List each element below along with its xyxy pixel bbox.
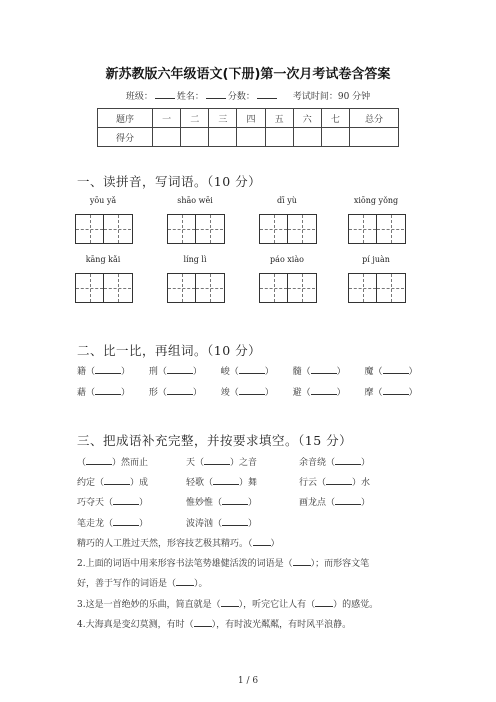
answer-blank[interactable] — [213, 475, 239, 485]
answer-blank[interactable] — [113, 495, 139, 505]
compare-char: 竣 — [220, 388, 230, 398]
answer-blank[interactable] — [176, 576, 194, 586]
idiom-text: 笔走龙（ — [77, 519, 114, 529]
exam-info-line — [0, 89, 496, 102]
question-3 — [77, 597, 378, 610]
pinyin-label: líng lì — [183, 255, 207, 264]
score-header-row — [98, 109, 399, 128]
question-text: ），听完它让人有（ — [238, 600, 316, 610]
idiom-text: 约定（ — [77, 478, 105, 488]
score-header-cell: 一 — [153, 109, 181, 128]
compare-char: 摩 — [364, 388, 374, 398]
answer-blank[interactable] — [104, 475, 130, 485]
writing-grid[interactable] — [167, 273, 225, 303]
answer-blank[interactable] — [86, 455, 112, 465]
writing-grid[interactable] — [167, 214, 225, 244]
idiom-text: ）之音 — [230, 458, 258, 468]
idiom-text: ） — [139, 498, 149, 508]
score-cell — [181, 128, 209, 147]
answer-blank[interactable] — [311, 364, 337, 374]
answer-blank[interactable] — [239, 364, 265, 374]
idiom-row — [77, 455, 370, 468]
score-header-cell: 题序 — [98, 109, 153, 128]
answer-blank[interactable] — [293, 556, 311, 566]
score-header-cell: 五 — [265, 109, 293, 128]
writing-grid[interactable] — [75, 273, 133, 303]
class-blank — [155, 90, 175, 99]
compare-char: 籍 — [77, 367, 87, 377]
compare-char: 刑 — [148, 367, 158, 377]
pinyin-label: kāng kǎi — [85, 255, 121, 264]
score-value-row — [98, 128, 399, 147]
compare-char: 魔 — [364, 367, 374, 377]
score-header-cell: 四 — [237, 109, 265, 128]
idiom-text: 画龙点（ — [299, 498, 336, 508]
answer-blank[interactable] — [335, 495, 361, 505]
name-blank — [206, 90, 226, 99]
answer-blank[interactable] — [167, 385, 193, 395]
idiom-text: 轻歌（ — [186, 478, 214, 488]
question-text: 3.这是一首绝妙的乐曲，简直就是（ — [77, 600, 221, 610]
section-3-heading: 三、把成语补充完整，并按要求填空。（15 分） — [77, 433, 353, 448]
idiom-text: ） — [139, 519, 149, 529]
pinyin-label: páo xiào — [270, 255, 304, 264]
question-1 — [77, 536, 280, 549]
compare-char: 形 — [148, 388, 158, 398]
score-row-label: 得分 — [98, 128, 153, 147]
answer-blank[interactable] — [113, 516, 139, 526]
name-label: 姓名： — [176, 92, 204, 102]
score-table — [97, 108, 399, 147]
idiom-text: 余音绕（ — [299, 458, 336, 468]
compare-char: 藉 — [77, 388, 87, 398]
time-label: 考试时间：90 分钟 — [292, 92, 371, 102]
idiom-text: 巧夺天（ — [77, 498, 114, 508]
idiom-text: ） — [248, 519, 258, 529]
pinyin-label: pí juàn — [362, 255, 390, 264]
idiom-text: ）成 — [130, 478, 149, 488]
question-2 — [77, 556, 369, 569]
idiom-text: ） — [361, 458, 371, 468]
question-text: ），有时波光粼粼，有时风平浪静。 — [211, 620, 352, 630]
idiom-text: 波涛汹（ — [186, 519, 223, 529]
writing-grid[interactable] — [348, 273, 406, 303]
writing-grid[interactable] — [348, 214, 406, 244]
answer-blank[interactable] — [95, 385, 121, 395]
question-text: ）的感觉。 — [333, 600, 379, 610]
answer-blank[interactable] — [222, 516, 248, 526]
page-number: 1 / 6 — [237, 676, 259, 686]
score-header-cell: 总分 — [350, 109, 399, 128]
idiom-text: ） — [361, 498, 371, 508]
score-cell — [350, 128, 399, 147]
question-text: 2.上面的词语中用来形容书法笔势雄健活泼的词语是（ — [77, 559, 293, 569]
answer-blank[interactable] — [383, 364, 409, 374]
score-blank — [257, 90, 277, 99]
idiom-text: ）水 — [352, 478, 371, 488]
compare-row-2: 藉（ ） 形（ ） 竣（ ） 避（ ） 摩（ ） — [77, 385, 418, 398]
question-text: 4.大海真是变幻莫测，有时（ — [77, 620, 194, 630]
idiom-text: ）然而止 — [112, 458, 149, 468]
answer-blank[interactable] — [311, 385, 337, 395]
idiom-text: ） — [248, 498, 258, 508]
answer-blank[interactable] — [167, 364, 193, 374]
answer-blank[interactable] — [194, 617, 212, 627]
question-text: 精巧的人工胜过天然，形容技艺极其精巧。（ — [77, 539, 253, 549]
score-header-cell: 三 — [209, 109, 237, 128]
answer-blank[interactable] — [315, 597, 333, 607]
answer-blank[interactable] — [326, 475, 352, 485]
idiom-row — [77, 475, 370, 488]
answer-blank[interactable] — [239, 385, 265, 395]
answer-blank[interactable] — [253, 536, 271, 546]
score-cell — [209, 128, 237, 147]
writing-grid[interactable] — [259, 214, 317, 244]
pinyin-label: shāo wēi — [177, 196, 213, 205]
score-header-cell: 二 — [181, 109, 209, 128]
pinyin-label: yōu yǎ — [89, 196, 117, 205]
score-cell — [153, 128, 181, 147]
idiom-text: （ — [77, 458, 87, 468]
idiom-text: 天（ — [186, 458, 205, 468]
answer-blank[interactable] — [222, 495, 248, 505]
question-text: ） — [270, 539, 280, 549]
question-4 — [77, 617, 351, 630]
idiom-text: 行云（ — [299, 478, 327, 488]
pinyin-label: dī yù — [277, 196, 297, 205]
score-label: 分数： — [227, 92, 255, 102]
compare-char: 峻 — [220, 367, 230, 377]
class-label: 班级： — [125, 92, 153, 102]
idiom-row — [77, 495, 370, 508]
score-header-cell: 六 — [293, 109, 321, 128]
score-cell — [265, 128, 293, 147]
section-1-heading: 一、读拼音，写词语。（10 分） — [77, 174, 262, 189]
question-text: 好，善于写作的词语是（ — [77, 579, 177, 589]
compare-row-1: 籍（ ） 刑（ ） 峻（ ） 髓（ ） 魔（ ） — [77, 364, 418, 377]
writing-grid[interactable] — [259, 273, 317, 303]
idiom-row — [77, 516, 257, 529]
answer-blank[interactable] — [95, 364, 121, 374]
answer-blank[interactable] — [221, 597, 239, 607]
score-cell — [293, 128, 321, 147]
compare-char: 避 — [292, 388, 302, 398]
score-header-cell: 七 — [321, 109, 349, 128]
answer-blank[interactable] — [204, 455, 230, 465]
writing-grid[interactable] — [75, 214, 133, 244]
idiom-text: ）舞 — [239, 478, 258, 488]
section-2-heading: 二、比一比，再组词。（10 分） — [77, 343, 262, 358]
pinyin-label: xiōng yǒng — [353, 196, 399, 205]
compare-char: 髓 — [292, 367, 302, 377]
score-cell — [321, 128, 349, 147]
page-title: 新苏教版六年级语文(下册)第一次月考试卷含答案 — [105, 67, 391, 82]
question-2-cont — [77, 576, 208, 589]
score-cell — [237, 128, 265, 147]
answer-blank[interactable] — [335, 455, 361, 465]
question-text: ）。 — [194, 579, 208, 589]
idiom-text: 惟妙惟（ — [186, 498, 223, 508]
answer-blank[interactable] — [383, 385, 409, 395]
question-text: ）；而形容文笔 — [310, 559, 370, 569]
